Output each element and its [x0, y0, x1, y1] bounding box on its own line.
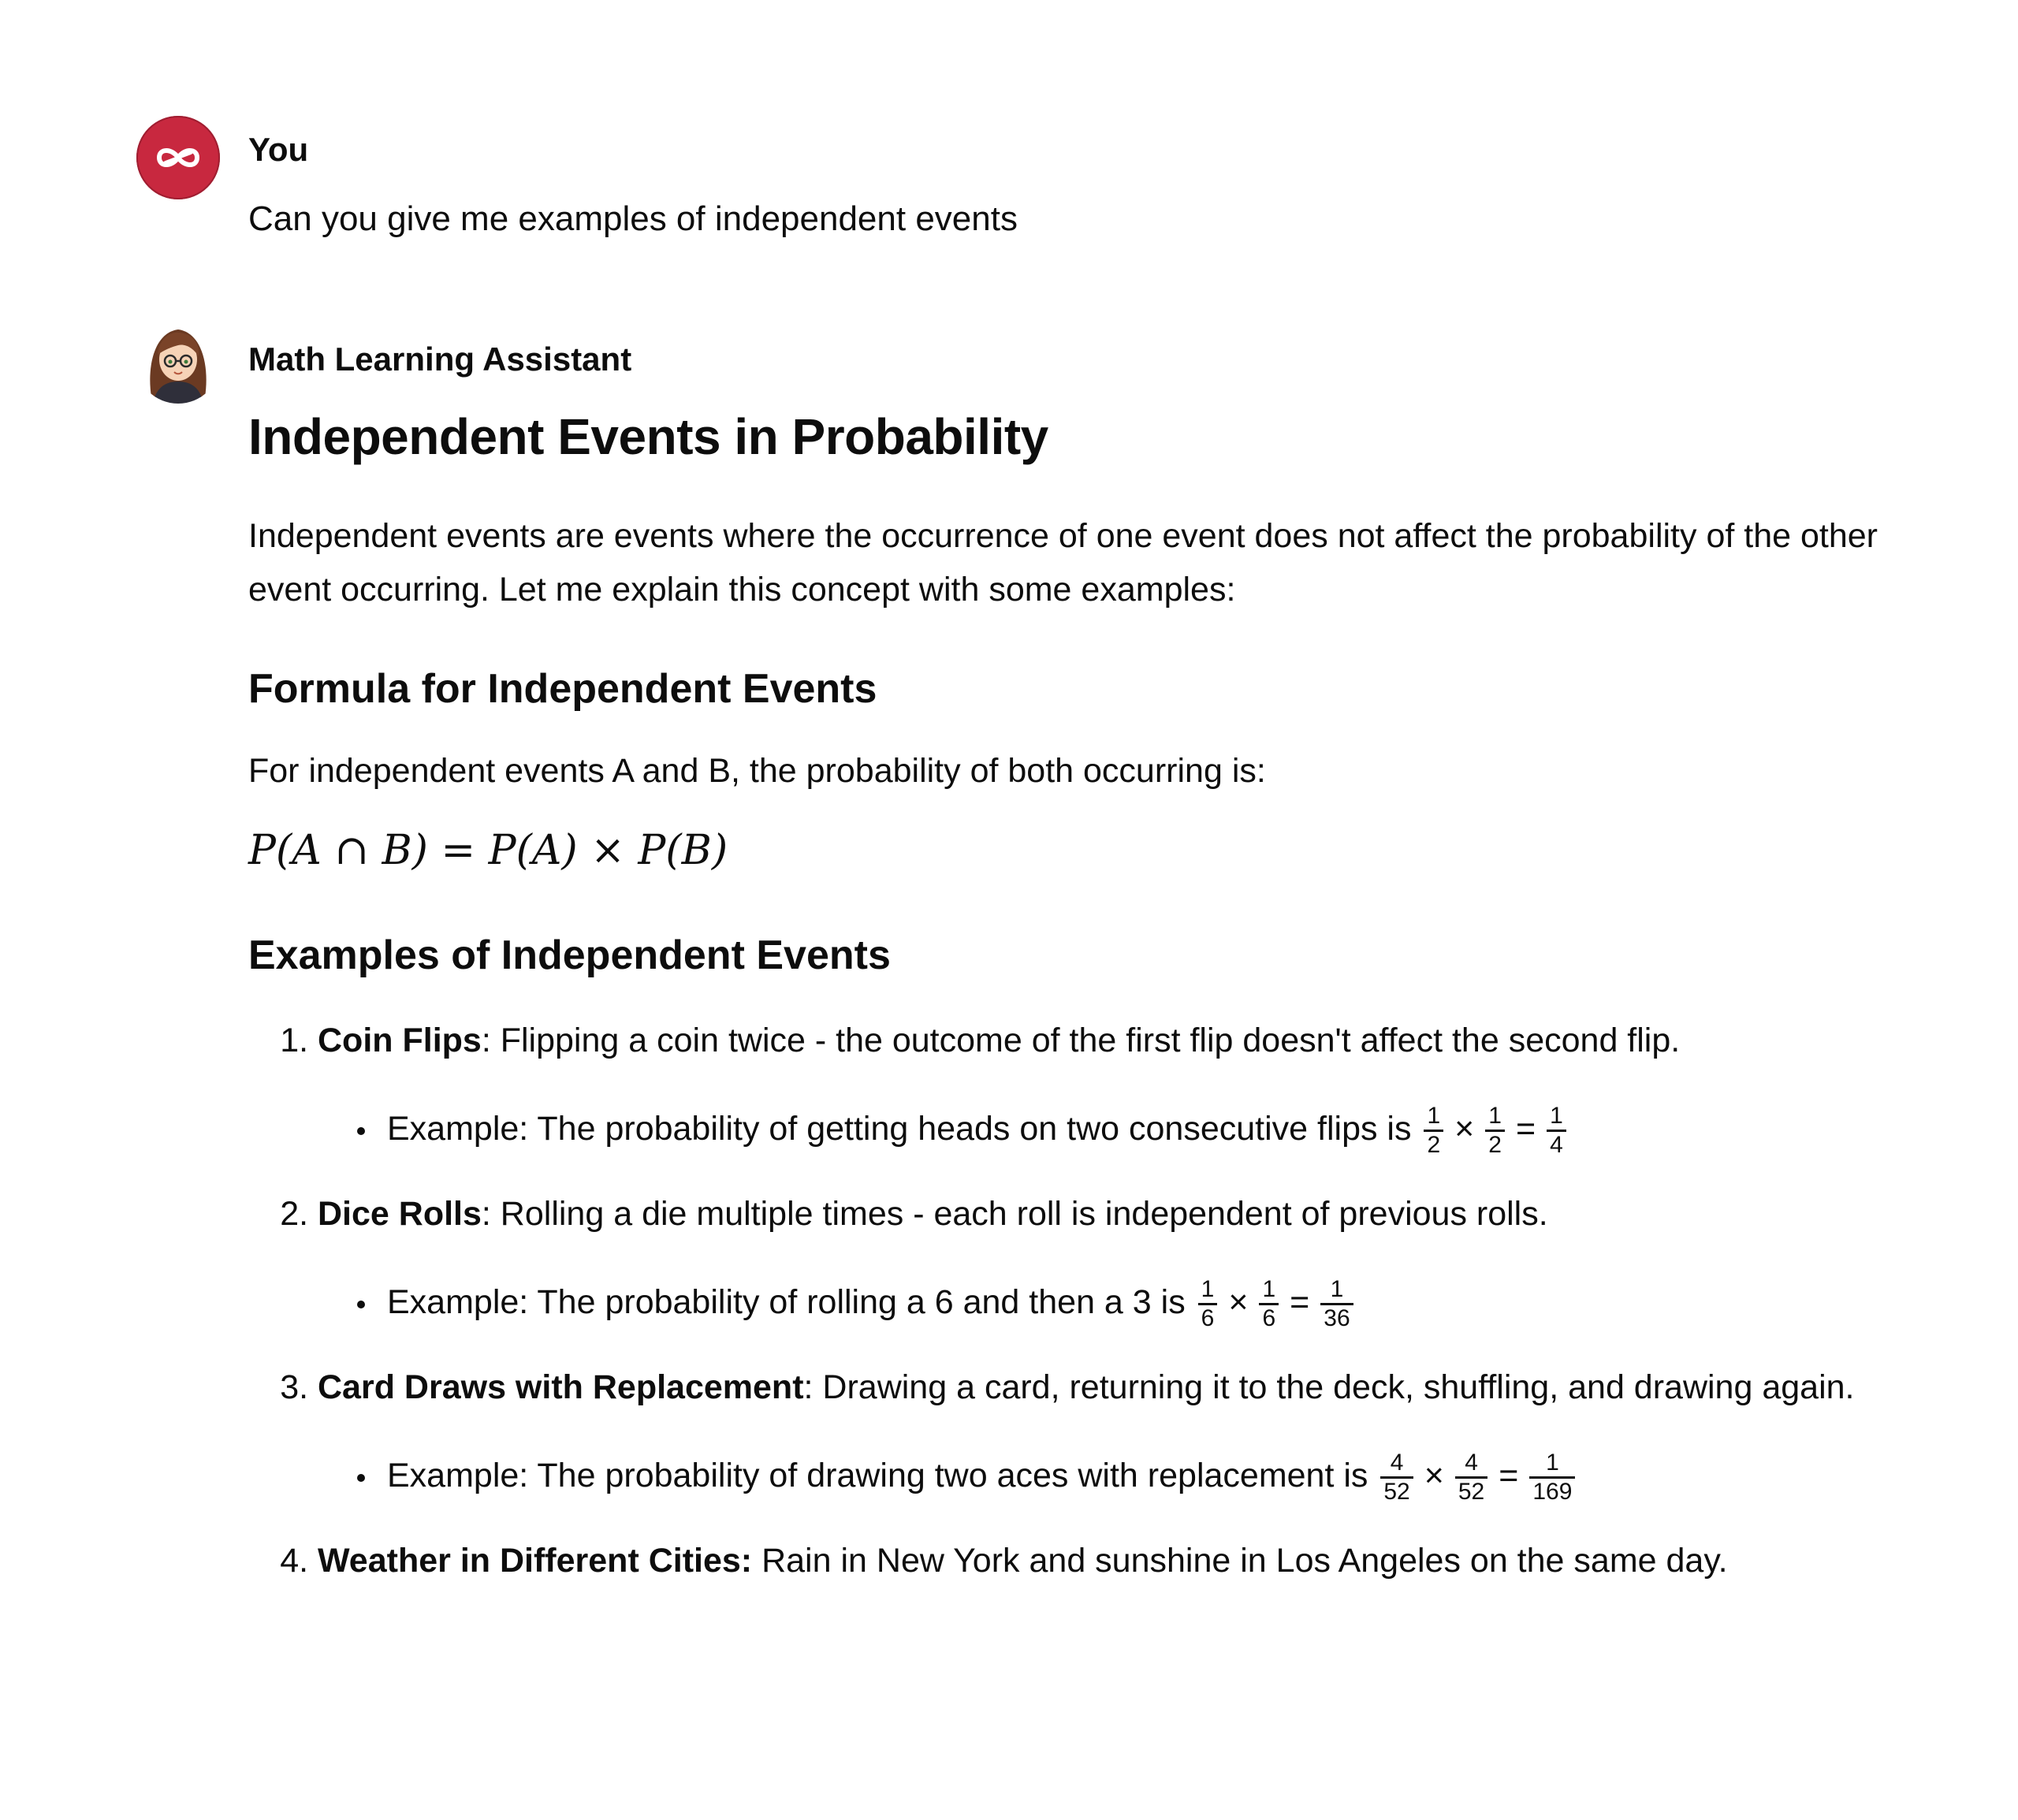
examples-list: [248, 1014, 1896, 1587]
example-item-dice-rolls: [318, 1187, 1896, 1334]
assistant-portrait-icon: [136, 318, 221, 404]
example-sublist: [318, 1444, 1896, 1507]
example-item-coin-flips: [318, 1014, 1896, 1160]
fraction-numerator: 4: [1380, 1451, 1413, 1479]
fraction: [1320, 1278, 1353, 1331]
equals-operator: =: [1499, 1457, 1519, 1494]
example-calc-text: Example: The probability of getting heads on two consecutive flips is: [387, 1110, 1412, 1148]
fraction-denominator: 6: [1262, 1305, 1276, 1332]
examples-heading: Examples of Independent Events: [248, 932, 891, 978]
example-calc-text: Example: The probability of rolling a 6 and then a 3 is: [387, 1283, 1186, 1321]
example-title: Dice Rolls: [318, 1195, 482, 1233]
response-title: Independent Events in Probability: [248, 408, 1048, 465]
assistant-sender-name: Math Learning Assistant: [248, 341, 632, 378]
fraction-numerator: 1: [1259, 1278, 1279, 1305]
example-calculation: [352, 1271, 1896, 1334]
fraction-denominator: 169: [1532, 1479, 1573, 1506]
fraction-denominator: 6: [1201, 1305, 1215, 1332]
fraction: [1380, 1451, 1413, 1504]
example-calc-text: Example: The probability of drawing two aces with replacement is: [387, 1457, 1368, 1494]
equals-operator: =: [1515, 1110, 1536, 1148]
example-title: Weather in Different Cities:: [318, 1542, 753, 1580]
fraction-denominator: 4: [1550, 1132, 1563, 1159]
infinity-icon: [136, 115, 221, 200]
fraction: [1259, 1278, 1279, 1331]
example-title: Card Draws with Replacement: [318, 1368, 804, 1406]
fraction: [1547, 1104, 1566, 1157]
example-description: : Drawing a card, returning it to the deck, shuffling, and drawing again.: [803, 1368, 1855, 1406]
example-calculation: [352, 1444, 1896, 1507]
fraction-numerator: 1: [1424, 1104, 1443, 1132]
fraction-denominator: 52: [1458, 1479, 1485, 1506]
intro-paragraph: Independent events are events where the occurrence of one event does not affect the probability of the other event occurring. Let me explain this concept with some examples:: [248, 517, 1878, 609]
fraction-numerator: 1: [1485, 1104, 1505, 1132]
example-sublist: [318, 1097, 1896, 1160]
user-sender-name: You: [248, 131, 309, 168]
times-operator: ×: [1424, 1457, 1444, 1494]
fraction-denominator: 2: [1488, 1132, 1502, 1159]
fraction: [1455, 1451, 1487, 1504]
fraction: [1529, 1451, 1575, 1504]
times-operator: ×: [1454, 1110, 1475, 1148]
example-calculation: [352, 1097, 1896, 1160]
fraction: [1485, 1104, 1505, 1157]
fraction-numerator: 1: [1529, 1451, 1575, 1479]
times-operator: ×: [1228, 1283, 1249, 1321]
fraction-denominator: 36: [1324, 1305, 1350, 1332]
example-item-weather: [318, 1534, 1896, 1587]
example-title: Coin Flips: [318, 1022, 482, 1059]
user-message-text: Can you give me examples of independent events: [248, 199, 1018, 238]
example-description: Rain in New York and sunshine in Los Angeles on the same day.: [752, 1542, 1728, 1580]
formula-heading: Formula for Independent Events: [248, 666, 877, 712]
fraction-numerator: 1: [1547, 1104, 1566, 1132]
independence-formula: P(A ∩ B) = P(A) × P(B): [248, 827, 728, 874]
example-item-card-draws: [318, 1360, 1896, 1507]
fraction: [1198, 1278, 1218, 1331]
fraction-numerator: 4: [1455, 1451, 1487, 1479]
fraction-numerator: 1: [1198, 1278, 1218, 1305]
formula-intro: For independent events A and B, the probability of both occurring is:: [248, 752, 1266, 790]
fraction-denominator: 2: [1427, 1132, 1441, 1159]
fraction-numerator: 1: [1320, 1278, 1353, 1305]
example-description: : Rolling a die multiple times - each roll is independent of previous rolls.: [481, 1195, 1548, 1233]
equals-operator: =: [1290, 1283, 1310, 1321]
example-sublist: [318, 1271, 1896, 1334]
example-description: : Flipping a coin twice - the outcome of the first flip doesn't affect the second flip.: [481, 1022, 1681, 1059]
assistant-avatar[interactable]: [136, 318, 221, 404]
user-avatar[interactable]: [136, 115, 221, 200]
fraction-denominator: 52: [1383, 1479, 1410, 1506]
fraction: [1424, 1104, 1443, 1157]
